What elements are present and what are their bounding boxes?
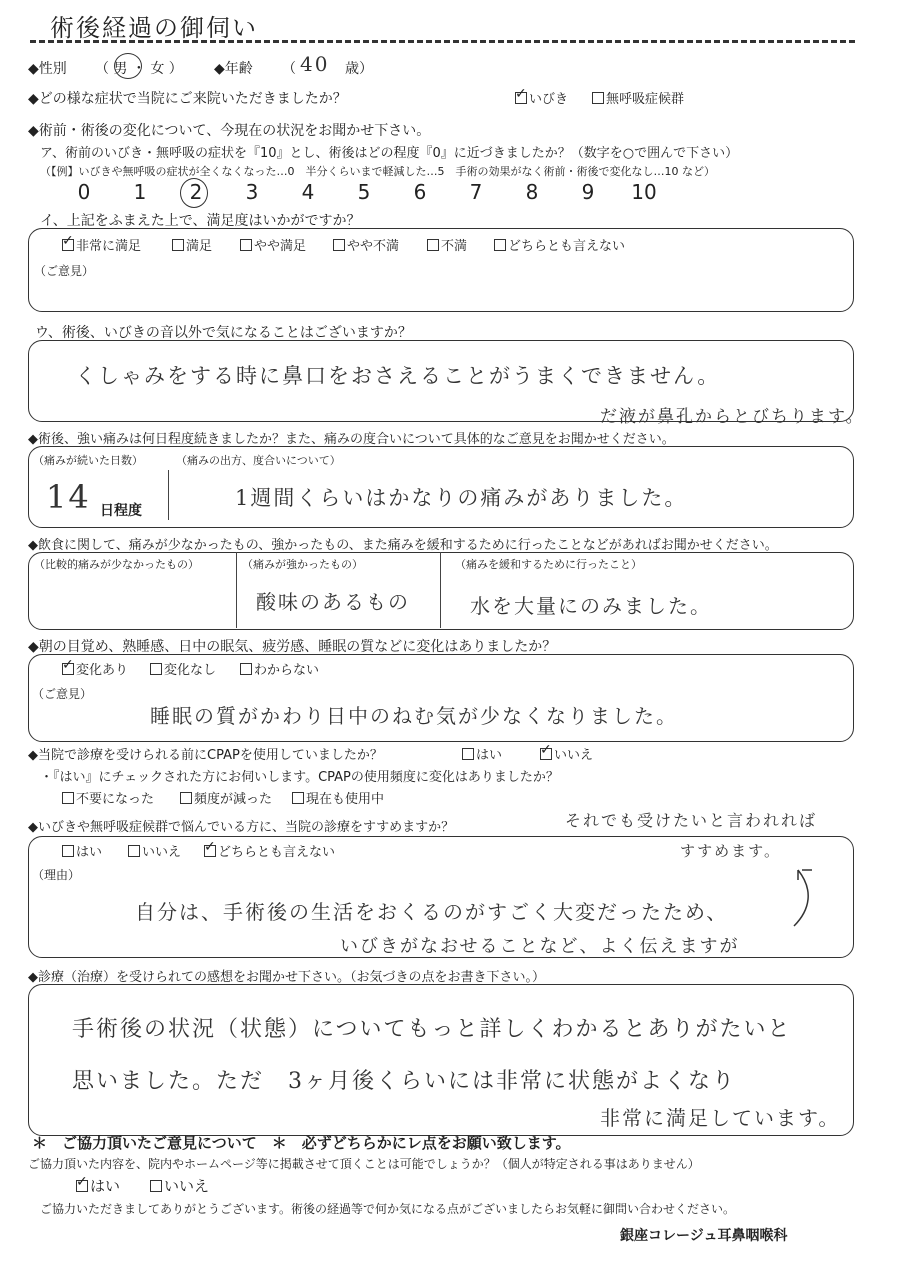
checkbox-icon: [150, 1180, 162, 1192]
q10-answer-2: 思いました。ただ 3ヶ月後くらいには非常に状態がよくなり: [72, 1069, 736, 1094]
scale-0[interactable]: 0: [77, 180, 91, 204]
scale-1[interactable]: 1: [133, 180, 147, 204]
q8-option-no[interactable]: ✓ いいえ: [540, 744, 593, 763]
q6-strong-label: （痛みが強かったもの）: [242, 558, 363, 571]
checkbox-icon: [204, 845, 216, 857]
satisfaction-option-3[interactable]: やや満足: [240, 235, 306, 254]
checkbox-icon: [240, 239, 252, 251]
q5-days-value: 14: [46, 478, 91, 516]
footer-question: ご協力頂いた内容を、院内やホームページ等に掲載させて頂くことは可能でしょうか？（個人が特定される事はありません）: [28, 1157, 700, 1171]
age-value: 40: [300, 52, 330, 76]
checkbox-icon: [292, 792, 304, 804]
q10-question: ◆診療（治療）を受けられての感想をお聞かせ下さい。（お気づきの点をお書き下さい。）: [28, 970, 545, 985]
scale-10[interactable]: 10: [631, 180, 657, 204]
q2-option-apnea[interactable]: 無呼吸症候群: [592, 88, 684, 107]
q8-sub-option-3[interactable]: 現在も使用中: [292, 788, 384, 807]
q9-reason-label: （理由）: [32, 868, 81, 882]
checkbox-icon: [172, 239, 184, 251]
q4-answer-1: くしゃみをする時に鼻口をおさえることがうまくできません。: [75, 364, 721, 388]
scale-2[interactable]: 2: [189, 180, 203, 204]
q2-question: ◆どの様な症状で当院にご来院いただきましたか？: [28, 91, 347, 107]
q10-answer-1: 手術後の状況（状態）についてもっと詳しくわかるとありがたいと: [72, 1017, 792, 1042]
q9-answer-1: 自分は、手術後の生活をおくるのがすごく大変だったため、: [135, 900, 729, 924]
satisfaction-option-2[interactable]: 満足: [172, 235, 212, 254]
checkbox-icon: [62, 239, 74, 251]
checkbox-icon: [427, 239, 439, 251]
q9-option-yes[interactable]: はい: [62, 841, 102, 860]
q6-divider-2: [440, 552, 441, 628]
q7-comment-label: （ご意見）: [32, 687, 93, 701]
q7-question: ◆朝の目覚め、熟睡感、日中の眠気、疲労感、睡眠の質などに変化はありましたか？: [28, 639, 557, 655]
checkbox-icon: [62, 792, 74, 804]
q8-sub-option-2[interactable]: 頻度が減った: [180, 788, 272, 807]
q3-comment-label: （ご意見）: [34, 264, 95, 278]
satisfaction-option-5[interactable]: 不満: [427, 235, 467, 254]
scale-5[interactable]: 5: [357, 180, 371, 204]
checkbox-icon: [333, 239, 345, 251]
q5-days-unit: 日程度: [100, 503, 142, 519]
scale-row: [56, 180, 672, 204]
hand-drawn-arrow-icon: [780, 862, 820, 932]
q6-relief-label: （痛みを緩和するために行ったこと）: [455, 558, 642, 571]
checkbox-icon: [62, 845, 74, 857]
clinic-name: 銀座コレージュ耳鼻咽喉科: [620, 1228, 788, 1244]
footer-option-no[interactable]: いいえ: [150, 1175, 209, 1196]
checkbox-icon: [592, 92, 604, 104]
checkbox-icon: [515, 92, 527, 104]
q7-option-unchanged[interactable]: 変化なし: [150, 659, 216, 678]
sex-options: （ 男 ・ 女 ）: [95, 61, 183, 77]
q6-relief-answer: 水を大量にのみました。: [470, 594, 712, 618]
q5-degree-answer: 1週間くらいはかなりの痛みがありました。: [235, 486, 688, 510]
q7-option-changed[interactable]: ✓変化あり: [62, 659, 128, 678]
scale-6[interactable]: 6: [413, 180, 427, 204]
q5-divider: [168, 470, 169, 520]
footer-notice: ＊ ご協力頂いたご意見について ＊ 必ずどちらかにレ点をお願い致します。: [32, 1134, 571, 1152]
q9-option-neither[interactable]: ✓ どちらとも言えない: [204, 841, 335, 860]
q3-example: （【例】いびきや無呼吸の症状が全くなくなった…0 半分くらいまで軽減した…5 手術の効果がなく術前・術後で変化なし…10 など）: [40, 165, 715, 178]
checkbox-icon: [150, 663, 162, 675]
scale-9[interactable]: 9: [581, 180, 595, 204]
q3-question: ◆術前・術後の変化について、今現在の状況をお聞かせ下さい。: [28, 123, 431, 139]
q3-i-line: イ、上記をふまえた上で、満足度はいかがですか？: [40, 213, 361, 229]
scale-8[interactable]: 8: [525, 180, 539, 204]
q8-sub-question: ・『はい』にチェックされた方にお伺いします。CPAPの使用頻度に変化はありましたか？: [40, 770, 559, 785]
q6-strong-answer: 酸味のあるもの: [256, 590, 410, 614]
footer-thanks: ご協力いただきましてありがとうございます。術後の経過等で何か気になる点がございましたらお気軽に御問い合わせください。: [40, 1202, 736, 1216]
q10-answer-3: 非常に満足しています。: [600, 1106, 841, 1130]
q7-answer: 睡眠の質がかわり日中のねむ気が少なくなりました。: [150, 704, 678, 728]
q8-question: ◆当院で診療を受けられる前にCPAPを使用していましたか？: [28, 748, 383, 763]
q9-answer-2: いびきがなおせることなど、よく伝えますが: [340, 936, 740, 957]
page-title: 術後経過の御伺い: [50, 14, 258, 42]
satisfaction-option-6[interactable]: どちらとも言えない: [494, 235, 625, 254]
q3-a-line: ア、術前のいびき・無呼吸の症状を『10』とし、術後はどの程度『0』に近づきましたか？（数字を○で囲んで下さい）: [40, 146, 739, 161]
checkbox-icon: [76, 1180, 88, 1192]
footer-option-yes[interactable]: ✓はい: [76, 1175, 120, 1196]
checkbox-icon: [494, 239, 506, 251]
q8-option-yes[interactable]: はい: [462, 744, 502, 763]
checkbox-icon: [62, 663, 74, 675]
scale-7[interactable]: 7: [469, 180, 483, 204]
q6-divider-1: [236, 552, 237, 628]
checkbox-icon: [540, 748, 552, 760]
q5-days-label: （痛みが続いた日数）: [33, 454, 143, 467]
checkbox-icon: [240, 663, 252, 675]
age-unit: 歳）: [345, 61, 373, 77]
q4-answer-2: だ液が鼻孔からとびちります。: [600, 407, 865, 427]
q8-sub-option-1[interactable]: 不要になった: [62, 788, 154, 807]
q6-question: ◆飲食に関して、痛みが少なかったもの、強かったもの、また痛みを緩和するために行ったことなどがあればお聞かせください。: [28, 538, 778, 553]
scale-3[interactable]: 3: [245, 180, 259, 204]
checkbox-icon: [462, 748, 474, 760]
q7-option-unknown[interactable]: わからない: [240, 659, 319, 678]
q5-degree-label: （痛みの出方、度合いについて）: [176, 454, 341, 467]
q9-question: ◆いびきや無呼吸症候群で悩んでいる方に、当院の診療をすすめますか？: [28, 820, 455, 835]
age-label: ◆年齢: [214, 61, 253, 77]
scale-circle-mark: [180, 178, 208, 208]
q9-option-no[interactable]: いいえ: [128, 841, 181, 860]
sex-label: ◆性別: [28, 61, 67, 77]
sex-circle-mark: [114, 53, 142, 79]
title-underline: [30, 40, 855, 43]
checkbox-icon: [128, 845, 140, 857]
satisfaction-option-1[interactable]: ✓非常に満足: [62, 235, 141, 254]
q9-note-2: すすめます。: [680, 842, 781, 860]
q2-option-snoring[interactable]: ✓ いびき: [515, 88, 568, 107]
q4-question: ウ、術後、いびきの音以外で気になることはございますか？: [35, 325, 412, 341]
satisfaction-option-4[interactable]: やや不満: [333, 235, 399, 254]
scale-4[interactable]: 4: [301, 180, 315, 204]
q9-note-1: それでも受けたいと言われれば: [565, 811, 818, 830]
q6-less-label: （比較的痛みが少なかったもの）: [34, 558, 199, 571]
checkbox-icon: [180, 792, 192, 804]
q5-question: ◆術後、強い痛みは何日程度続きましたか？また、痛みの度合いについて具体的なご意見をお聞かせください。: [28, 432, 675, 447]
